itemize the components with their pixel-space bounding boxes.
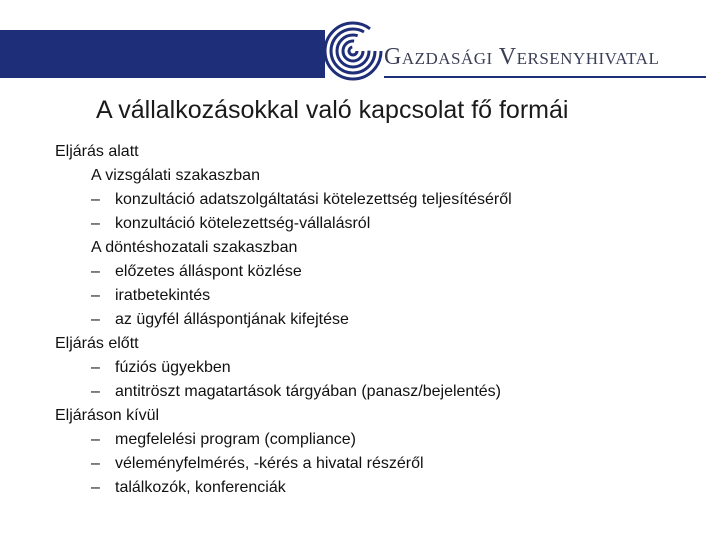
outline-item: – konzultáció kötelezettség-vállalásról: [55, 212, 695, 236]
header-band: [0, 30, 325, 78]
dash-bullet: –: [91, 311, 100, 328]
outline-item: – konzultáció adatszolgáltatási kötelezettség teljesítéséről: [55, 188, 695, 212]
outline-item: – az ügyfél álláspontjának kifejtése: [55, 308, 695, 332]
outline-list: [55, 140, 695, 500]
outline-item: Eljárás előtt: [55, 335, 139, 352]
dash-bullet: –: [91, 287, 100, 304]
outline-item: – előzetes álláspont közlése: [55, 260, 695, 284]
dash-bullet: –: [91, 455, 100, 472]
outline-item: – megfelelési program (compliance): [55, 428, 695, 452]
dash-bullet: –: [91, 191, 100, 208]
logo-underline: [384, 76, 706, 78]
dash-bullet: –: [91, 359, 100, 376]
dash-bullet: –: [91, 263, 100, 280]
spiral-logo-icon: [322, 20, 384, 82]
outline-item: – véleményfelmérés, -kérés a hivatal részéről: [55, 452, 695, 476]
outline-item: – antitröszt magatartások tárgyában (panasz/bejelentés): [55, 380, 695, 404]
logo-text: Gazdasági Versenyhivatal: [384, 44, 660, 70]
outline-item: – találkozók, konferenciák: [55, 476, 695, 500]
outline-item: A döntéshozatali szakaszban: [91, 239, 298, 256]
slide-title: A vállalkozásokkal való kapcsolat fő formái: [96, 96, 569, 124]
dash-bullet: –: [91, 479, 100, 496]
dash-bullet: –: [91, 431, 100, 448]
outline-item: Eljárás alatt: [55, 143, 139, 160]
outline-item: A vizsgálati szakaszban: [91, 167, 260, 184]
outline-item: – fúziós ügyekben: [55, 356, 695, 380]
outline-item: – iratbetekintés: [55, 284, 695, 308]
outline-item: Eljáráson kívül: [55, 407, 160, 424]
dash-bullet: –: [91, 383, 100, 400]
dash-bullet: –: [91, 215, 100, 232]
